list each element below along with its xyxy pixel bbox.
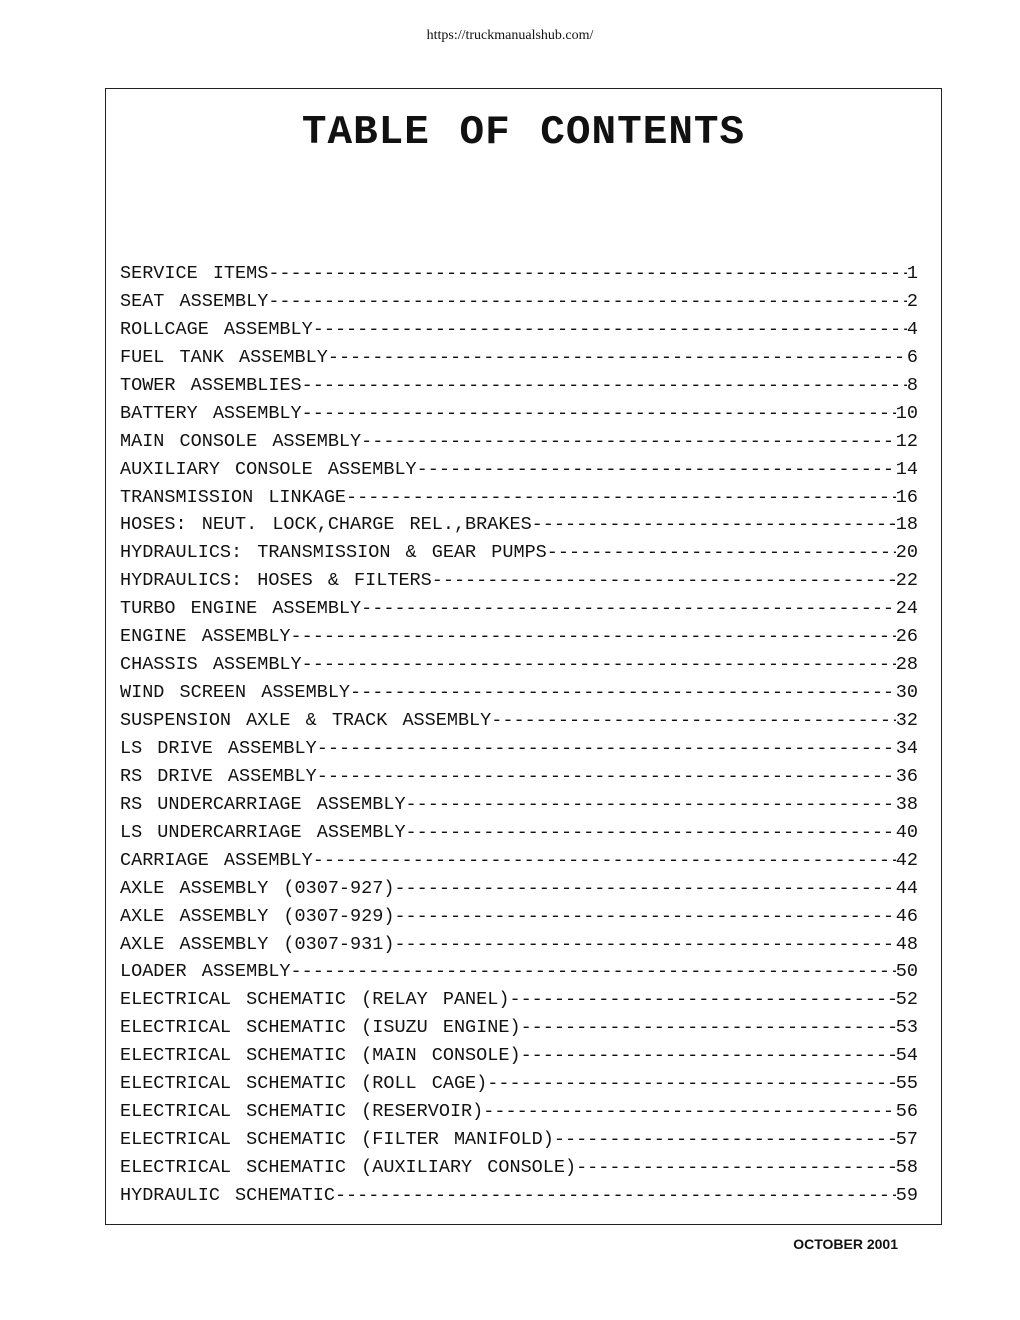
toc-entry-page-number: 58 <box>895 1157 918 1178</box>
toc-entry[interactable] <box>120 400 918 428</box>
toc-entry-page-number: 57 <box>895 1129 918 1151</box>
toc-entry-page-number: 44 <box>895 877 918 899</box>
toc-entry[interactable] <box>120 344 918 372</box>
toc-dash-leader <box>335 1182 896 1210</box>
toc-entry-label: RS UNDERCARRIAGE ASSEMBLY <box>120 793 406 815</box>
toc-entry[interactable] <box>120 456 918 484</box>
toc-entry-page-number: 52 <box>895 989 918 1011</box>
toc-dash-leader <box>268 260 907 288</box>
toc-entry-page-number: 4 <box>906 318 918 340</box>
toc-entry-page-number: 46 <box>895 905 918 927</box>
toc-entry-label: HOSES: NEUT. LOCK,CHARGE REL.,BRAKES <box>120 514 532 536</box>
toc-entry-label: AXLE ASSEMBLY (0307-927) <box>120 877 395 899</box>
toc-dash-leader <box>394 875 895 903</box>
toc-dash-leader <box>302 651 896 679</box>
footer-date: OCTOBER 2001 <box>793 1236 898 1252</box>
toc-entry[interactable] <box>120 735 918 763</box>
toc-entry-page-number: 40 <box>895 821 918 843</box>
toc-entry[interactable] <box>120 707 918 735</box>
toc-entry-page-number: 54 <box>895 1045 918 1067</box>
toc-entry[interactable] <box>120 875 918 903</box>
toc-entry-label: AXLE ASSEMBLY (0307-929) <box>120 905 395 927</box>
table-of-contents-list <box>120 260 918 1210</box>
toc-entry[interactable] <box>120 316 918 344</box>
toc-dash-leader <box>532 511 896 539</box>
toc-entry-page-number: 1 <box>906 263 918 284</box>
toc-dash-leader <box>313 316 907 344</box>
toc-entry-label: LOADER ASSEMBLY <box>120 961 291 983</box>
toc-entry-label: TRANSMISSION LINKAGE <box>120 486 347 508</box>
toc-entry-label: SUSPENSION AXLE & TRACK ASSEMBLY <box>120 710 492 731</box>
toc-entry[interactable] <box>120 484 918 512</box>
toc-entry[interactable] <box>120 763 918 791</box>
toc-entry-label: AXLE ASSEMBLY (0307-931) <box>120 933 395 955</box>
toc-entry[interactable] <box>120 1154 918 1182</box>
toc-dash-leader <box>491 707 896 735</box>
toc-entry-page-number: 50 <box>895 961 918 983</box>
toc-dash-leader <box>406 819 896 847</box>
toc-dash-leader <box>406 791 896 819</box>
toc-entry[interactable] <box>120 1126 918 1154</box>
toc-dash-leader <box>317 763 896 791</box>
toc-entry-label: CHASSIS ASSEMBLY <box>120 654 302 676</box>
toc-entry[interactable] <box>120 931 918 959</box>
toc-entry-page-number: 36 <box>895 765 918 787</box>
toc-dash-leader <box>302 400 896 428</box>
toc-entry[interactable] <box>120 511 918 539</box>
toc-entry-page-number: 20 <box>895 542 918 564</box>
toc-entry-label: TURBO ENGINE ASSEMBLY <box>120 598 362 620</box>
toc-dash-leader <box>509 986 895 1014</box>
toc-entry-label: HYDRAULICS: HOSES & FILTERS <box>120 570 432 592</box>
toc-entry[interactable] <box>120 903 918 931</box>
toc-dash-leader <box>394 903 895 931</box>
toc-entry-page-number: 48 <box>895 933 918 955</box>
toc-entry[interactable] <box>120 567 918 595</box>
toc-entry-label: HYDRAULIC SCHEMATIC <box>120 1184 335 1206</box>
toc-entry-label: HYDRAULICS: TRANSMISSION & GEAR PUMPS <box>120 542 547 564</box>
page-title: TABLE OF CONTENTS <box>301 110 746 156</box>
toc-entry-page-number: 18 <box>895 514 918 536</box>
toc-entry-label: ROLLCAGE ASSEMBLY <box>120 318 313 340</box>
toc-entry-page-number: 14 <box>895 458 918 480</box>
toc-entry-label: BATTERY ASSEMBLY <box>120 402 302 424</box>
toc-dash-leader <box>361 595 896 623</box>
toc-dash-leader <box>576 1154 896 1182</box>
toc-entry-label: ELECTRICAL SCHEMATIC (ISUZU ENGINE) <box>120 1017 521 1039</box>
toc-entry-label: ELECTRICAL SCHEMATIC (MAIN CONSOLE) <box>120 1045 521 1067</box>
toc-entry[interactable] <box>120 958 918 986</box>
toc-entry-page-number: 12 <box>895 430 918 452</box>
toc-entry-label: FUEL TANK ASSEMBLY <box>120 346 328 368</box>
toc-entry[interactable] <box>120 260 918 288</box>
toc-dash-leader <box>302 372 907 400</box>
toc-entry[interactable] <box>120 679 918 707</box>
toc-entry-page-number: 28 <box>895 654 918 676</box>
toc-entry[interactable] <box>120 847 918 875</box>
toc-entry-page-number: 56 <box>895 1101 918 1123</box>
toc-entry-label: MAIN CONSOLE ASSEMBLY <box>120 430 362 452</box>
toc-entry-label: TOWER ASSEMBLIES <box>120 374 302 396</box>
toc-entry[interactable] <box>120 595 918 623</box>
toc-entry-page-number: 30 <box>895 682 918 704</box>
toc-dash-leader <box>432 567 896 595</box>
toc-entry[interactable] <box>120 651 918 679</box>
toc-entry[interactable] <box>120 539 918 567</box>
toc-entry-page-number: 16 <box>895 486 918 508</box>
toc-entry-page-number: 8 <box>906 374 918 396</box>
toc-entry-label: ELECTRICAL SCHEMATIC (ROLL CAGE) <box>120 1073 488 1095</box>
toc-entry-page-number: 59 <box>895 1184 918 1206</box>
toc-dash-leader <box>346 484 896 512</box>
toc-dash-leader <box>291 958 896 986</box>
toc-entry-label: SERVICE ITEMS <box>120 263 269 284</box>
toc-entry-page-number: 10 <box>895 402 918 424</box>
toc-entry-label: ELECTRICAL SCHEMATIC (AUXILIARY CONSOLE) <box>120 1157 577 1178</box>
toc-entry-label: ELECTRICAL SCHEMATIC (RELAY PANEL) <box>120 989 510 1011</box>
source-url[interactable]: https://truckmanualshub.com/ <box>426 28 594 43</box>
toc-entry[interactable] <box>120 1014 918 1042</box>
toc-dash-leader <box>394 931 895 959</box>
toc-entry[interactable] <box>120 1042 918 1070</box>
toc-entry-label: SEAT ASSEMBLY <box>120 290 269 312</box>
toc-entry-label: LS DRIVE ASSEMBLY <box>120 737 317 759</box>
toc-entry[interactable] <box>120 623 918 651</box>
toc-entry[interactable] <box>120 1098 918 1126</box>
toc-entry-label: CARRIAGE ASSEMBLY <box>120 849 313 871</box>
toc-entry[interactable] <box>120 372 918 400</box>
toc-entry[interactable] <box>120 791 918 819</box>
toc-dash-leader <box>521 1042 896 1070</box>
toc-entry-label: RS DRIVE ASSEMBLY <box>120 765 317 787</box>
toc-entry-page-number: 38 <box>895 793 918 815</box>
toc-entry[interactable] <box>120 1182 918 1210</box>
toc-entry-page-number: 42 <box>895 849 918 871</box>
toc-entry-page-number: 2 <box>906 290 918 312</box>
toc-entry-page-number: 26 <box>895 626 918 648</box>
toc-entry-label: LS UNDERCARRIAGE ASSEMBLY <box>120 821 406 843</box>
toc-dash-leader <box>328 344 907 372</box>
toc-entry-page-number: 34 <box>895 737 918 759</box>
toc-dash-leader <box>487 1070 896 1098</box>
toc-entry-page-number: 24 <box>895 598 918 620</box>
toc-entry-label: ELECTRICAL SCHEMATIC (RESERVOIR) <box>120 1101 484 1123</box>
toc-entry-label: WIND SCREEN ASSEMBLY <box>120 682 351 704</box>
toc-dash-leader <box>547 539 896 567</box>
toc-entry-page-number: 55 <box>895 1073 918 1095</box>
toc-entry-label: AUXILIARY CONSOLE ASSEMBLY <box>120 458 417 480</box>
toc-entry[interactable] <box>120 1070 918 1098</box>
toc-entry-label: ELECTRICAL SCHEMATIC (FILTER MANIFOLD) <box>120 1129 554 1151</box>
toc-dash-leader <box>361 428 896 456</box>
toc-dash-leader <box>313 847 896 875</box>
toc-dash-leader <box>291 623 896 651</box>
toc-entry-page-number: 6 <box>906 346 918 368</box>
toc-entry[interactable] <box>120 428 918 456</box>
toc-entry[interactable] <box>120 819 918 847</box>
toc-dash-leader <box>521 1014 896 1042</box>
toc-dash-leader <box>317 735 896 763</box>
toc-dash-leader <box>268 288 907 316</box>
toc-entry[interactable] <box>120 986 918 1014</box>
toc-entry-page-number: 22 <box>895 570 918 592</box>
toc-entry-label: ENGINE ASSEMBLY <box>120 626 291 648</box>
toc-entry-page-number: 32 <box>895 710 918 731</box>
toc-dash-leader <box>554 1126 896 1154</box>
toc-entry[interactable] <box>120 288 918 316</box>
toc-dash-leader <box>483 1098 896 1126</box>
toc-entry-page-number: 53 <box>895 1017 918 1039</box>
toc-dash-leader <box>350 679 896 707</box>
toc-dash-leader <box>417 456 896 484</box>
